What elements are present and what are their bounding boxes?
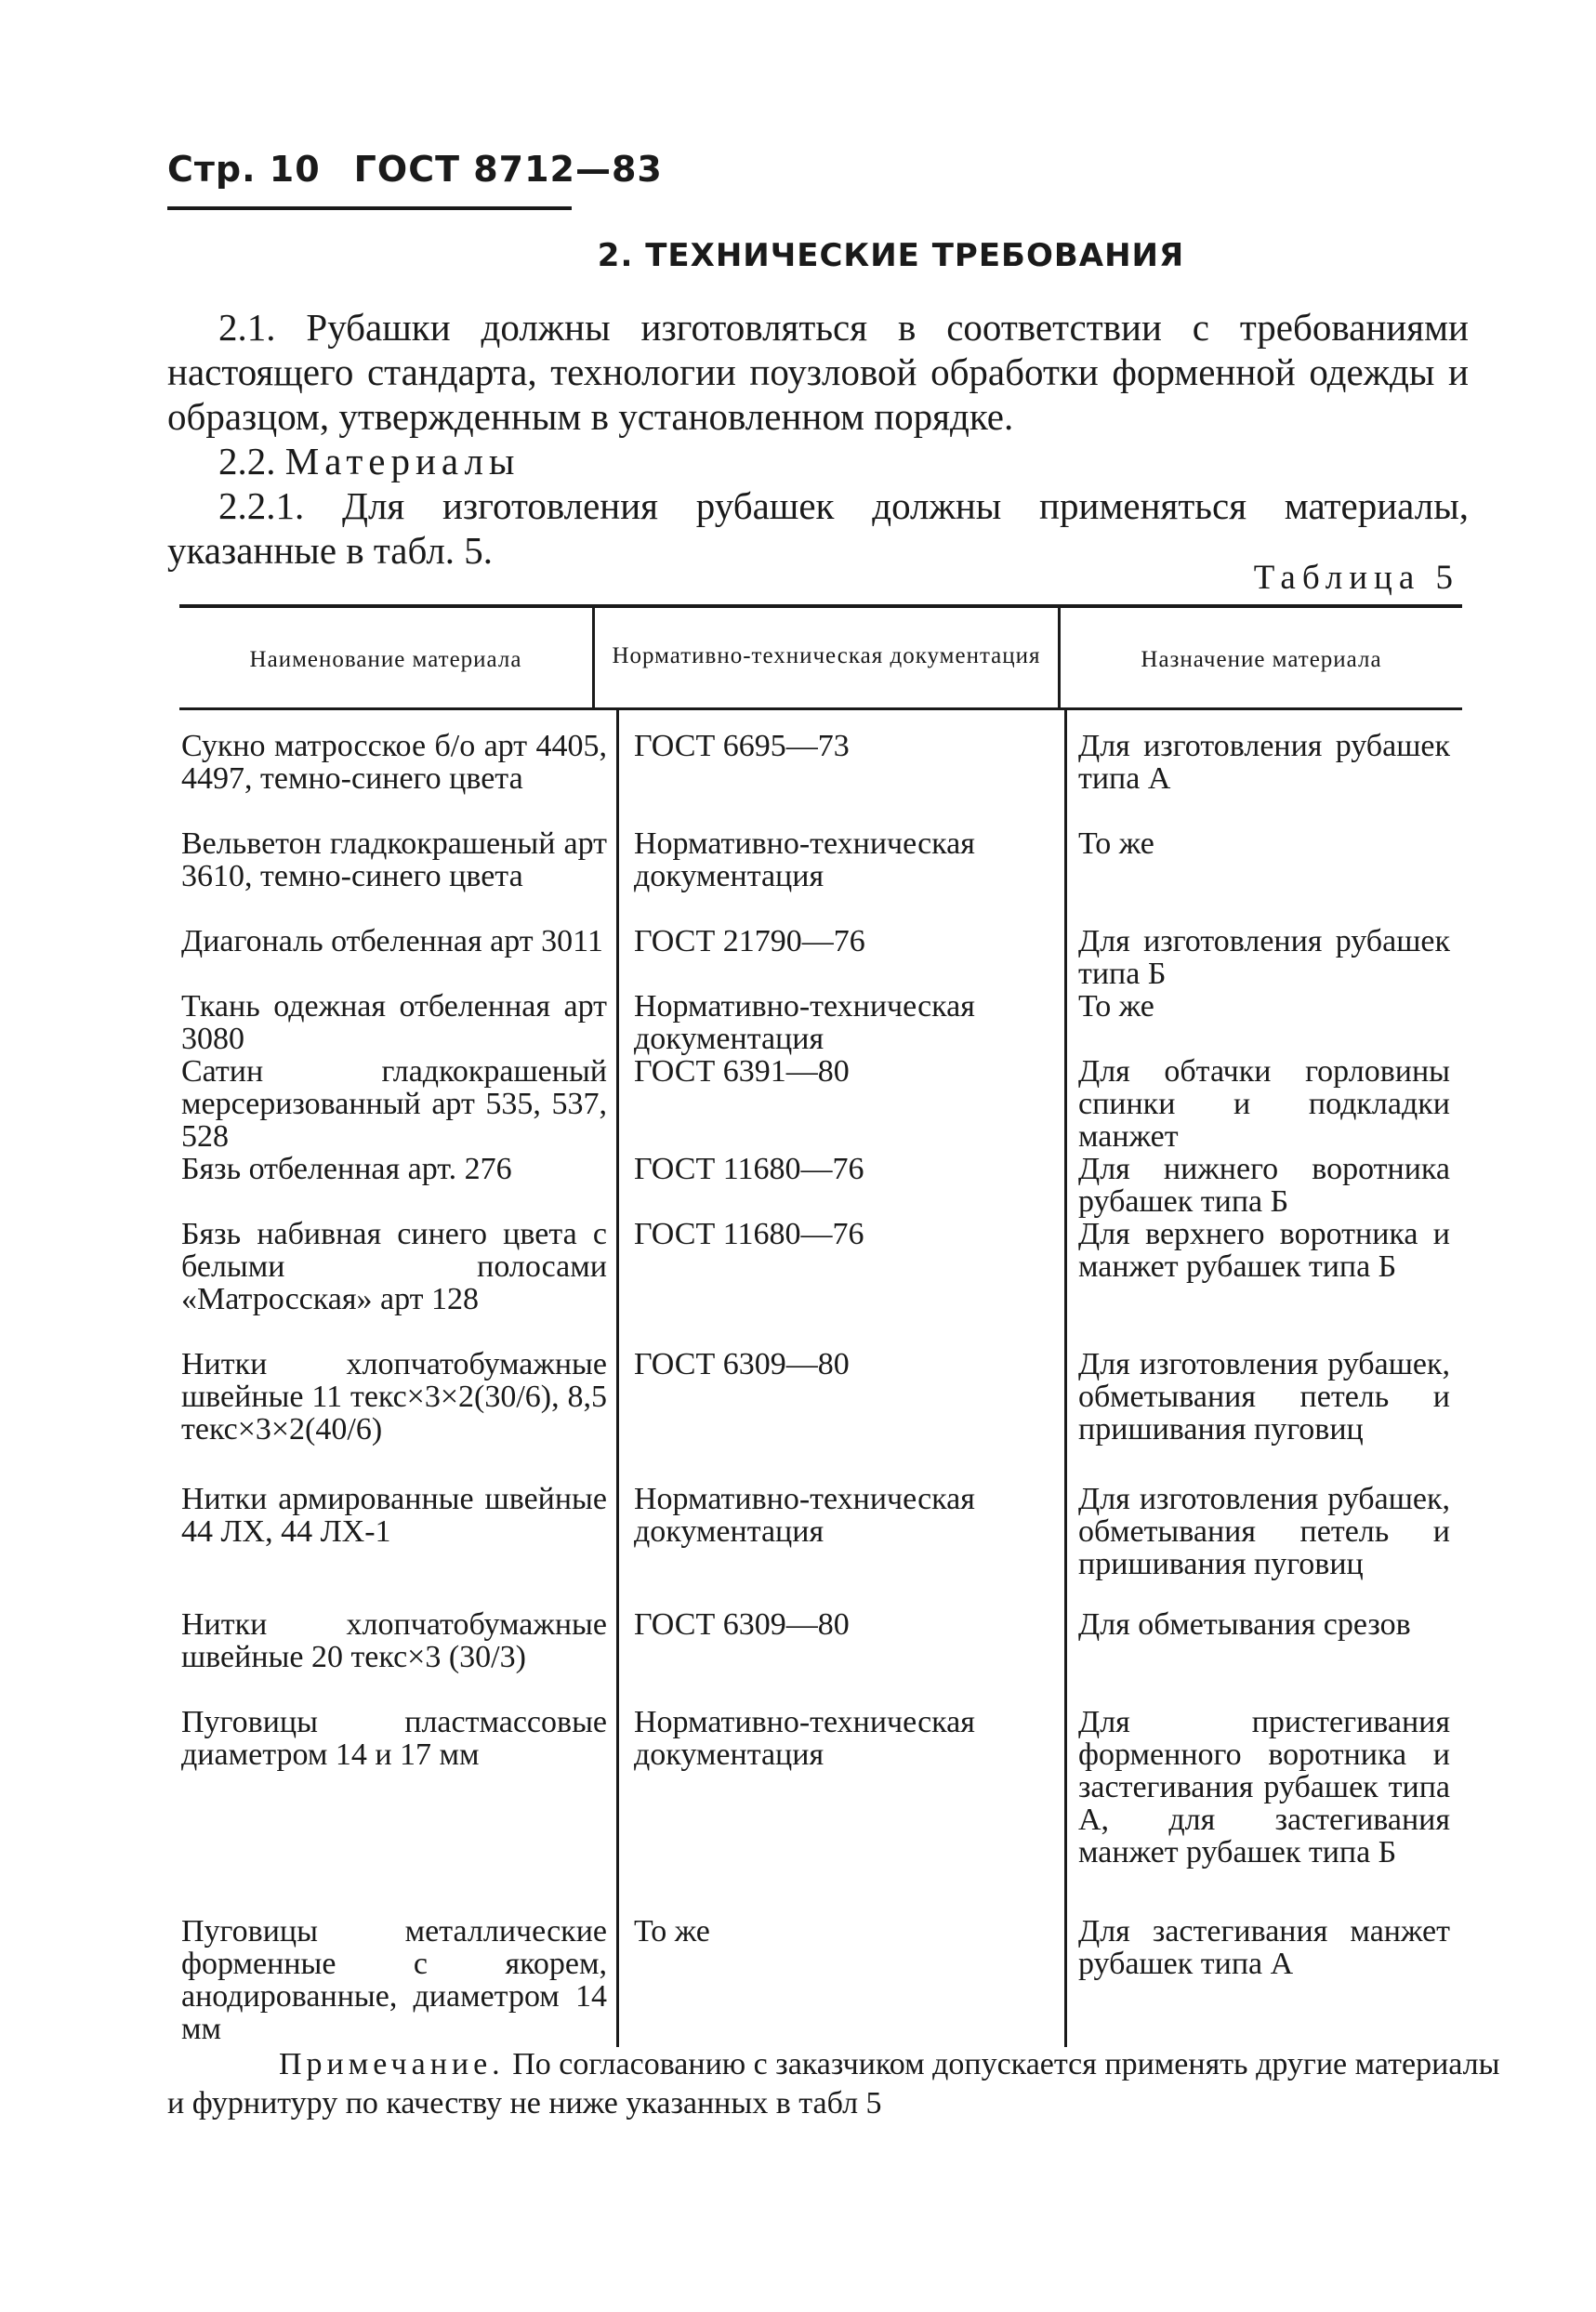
table-cell-name: Сатин гладкокрашеный мерсеризованный арт 535, 537, 528 — [181, 1054, 607, 1154]
table-cell-name: Пуговицы металлические форменные с якорем, анодированные, диаметром 14 мм — [181, 1914, 607, 2046]
paragraph-2-2 — [167, 439, 1469, 483]
paragraph-2-2-number: 2.2. — [218, 440, 276, 482]
paragraph-2-1: 2.1. Рубашки должны изготовляться в соответствии с требованиями настоящего стандарта, технологии поузловой обработки форменной одежды и образцом, утвержденным в установленном порядке. — [167, 306, 1469, 438]
table-cell-purpose: То же — [1078, 826, 1154, 861]
table-cell-doc: ГОСТ 6309—80 — [634, 1607, 850, 1642]
table-cell-doc: Нормативно-техническая документация — [634, 1705, 975, 1772]
table-cell-name: Нитки хлопчатобумажные швейные 20 текс×3 (30/3) — [181, 1607, 607, 1674]
standard-code: ГОСТ 8712—83 — [353, 149, 663, 190]
table-cell-doc: ГОСТ 11680—76 — [634, 1217, 864, 1251]
table-cell-name: Пуговицы пластмассовые диаметром 14 и 17 мм — [181, 1705, 607, 1772]
table-cell-purpose: Для пристегивания форменного воротника и застегивания рубашек типа А, для застегивания манжет рубашек типа Б — [1078, 1705, 1450, 1869]
table-header-rule — [179, 707, 1462, 710]
table-cell-name: Нитки хлопчатобумажные швейные 11 текс×3×2(30/6), 8,5 текс×3×2(40/6) — [181, 1347, 607, 1447]
table-cell-doc: Нормативно-техническая документация — [634, 826, 975, 893]
table-top-rule — [179, 604, 1462, 608]
paragraph-2-2-title: Материалы — [284, 440, 521, 482]
table-cell-purpose: Для изготовления рубашек, обметывания петель и пришивания пуговиц — [1078, 1347, 1450, 1447]
table-cell-purpose: Для изготовления рубашек, обметывания петель и пришивания пуговиц — [1078, 1482, 1450, 1581]
table-cell-doc: ГОСТ 21790—76 — [634, 924, 865, 958]
page-header — [167, 149, 663, 190]
table-cell-name: Бязь отбеленная арт. 276 — [181, 1152, 512, 1186]
table-column-divider-1 — [616, 708, 619, 2047]
table-cell-doc: ГОСТ 11680—76 — [634, 1152, 864, 1186]
table-cell-name: Ткань одежная отбеленная арт 3080 — [181, 989, 607, 1056]
paragraph-2-2-1: 2.2.1. Для изготовления рубашек должны применяться материалы, указанные в табл. 5. — [167, 484, 1469, 572]
table-cell-name: Диагональ отбеленная арт 3011 — [181, 924, 603, 958]
table-cell-purpose: Для застегивания манжет рубашек типа А — [1078, 1914, 1450, 1981]
table-cell-purpose: Для верхнего воротника и манжет рубашек типа Б — [1078, 1217, 1450, 1284]
table-cell-purpose: Для нижнего воротника рубашек типа Б — [1078, 1152, 1450, 1219]
table-cell-doc: ГОСТ 6391—80 — [634, 1054, 850, 1089]
table-caption: Таблица 5 — [1253, 559, 1459, 597]
table-cell-name: Сукно матросское б/о арт 4405, 4497, темно-синего цвета — [181, 729, 607, 796]
table-column-divider-2 — [1064, 708, 1067, 2047]
section-title: 2. ТЕХНИЧЕСКИЕ ТРЕБОВАНИЯ — [597, 237, 1185, 274]
table-cell-name: Вельветон гладкокрашеный арт 3610, темно-синего цвета — [181, 826, 607, 893]
table-header-purpose: Назначение материала — [1141, 647, 1382, 672]
table-cell-purpose: Для изготовления рубашек типа А — [1078, 729, 1450, 796]
table-cell-doc: Нормативно-техническая документация — [634, 1482, 975, 1549]
table-header-name: Наименование материала — [249, 647, 522, 672]
table-cell-doc: То же — [634, 1914, 710, 1949]
page-number: Стр. 10 — [167, 149, 321, 190]
table-cell-doc: ГОСТ 6695—73 — [634, 729, 850, 763]
table-cell-doc: Нормативно-техническая документация — [634, 989, 975, 1056]
table-cell-purpose: Для изготовления рубашек типа Б — [1078, 924, 1450, 991]
header-rule — [167, 206, 572, 210]
note-lead: Примечание. — [279, 2047, 505, 2081]
table-cell-name: Нитки армированные швейные 44 ЛХ, 44 ЛХ-1 — [181, 1482, 607, 1549]
table-note — [167, 2045, 1515, 2123]
note-text: По согласованию с заказчиком допускается применять другие материалы и фурнитуру по качеству не ниже указанных в табл 5 — [167, 2047, 1500, 2120]
table-cell-purpose: Для обметывания срезов — [1078, 1607, 1411, 1642]
table-cell-purpose: Для обтачки горловины спинки и подкладки манжет — [1078, 1054, 1450, 1154]
table-cell-purpose: То же — [1078, 989, 1154, 1024]
table-cell-doc: ГОСТ 6309—80 — [634, 1347, 850, 1381]
table-cell-name: Бязь набивная синего цвета с белыми полосами «Матросская» арт 128 — [181, 1217, 607, 1316]
table-header-doc: Нормативно-техническая документация — [612, 643, 1041, 668]
